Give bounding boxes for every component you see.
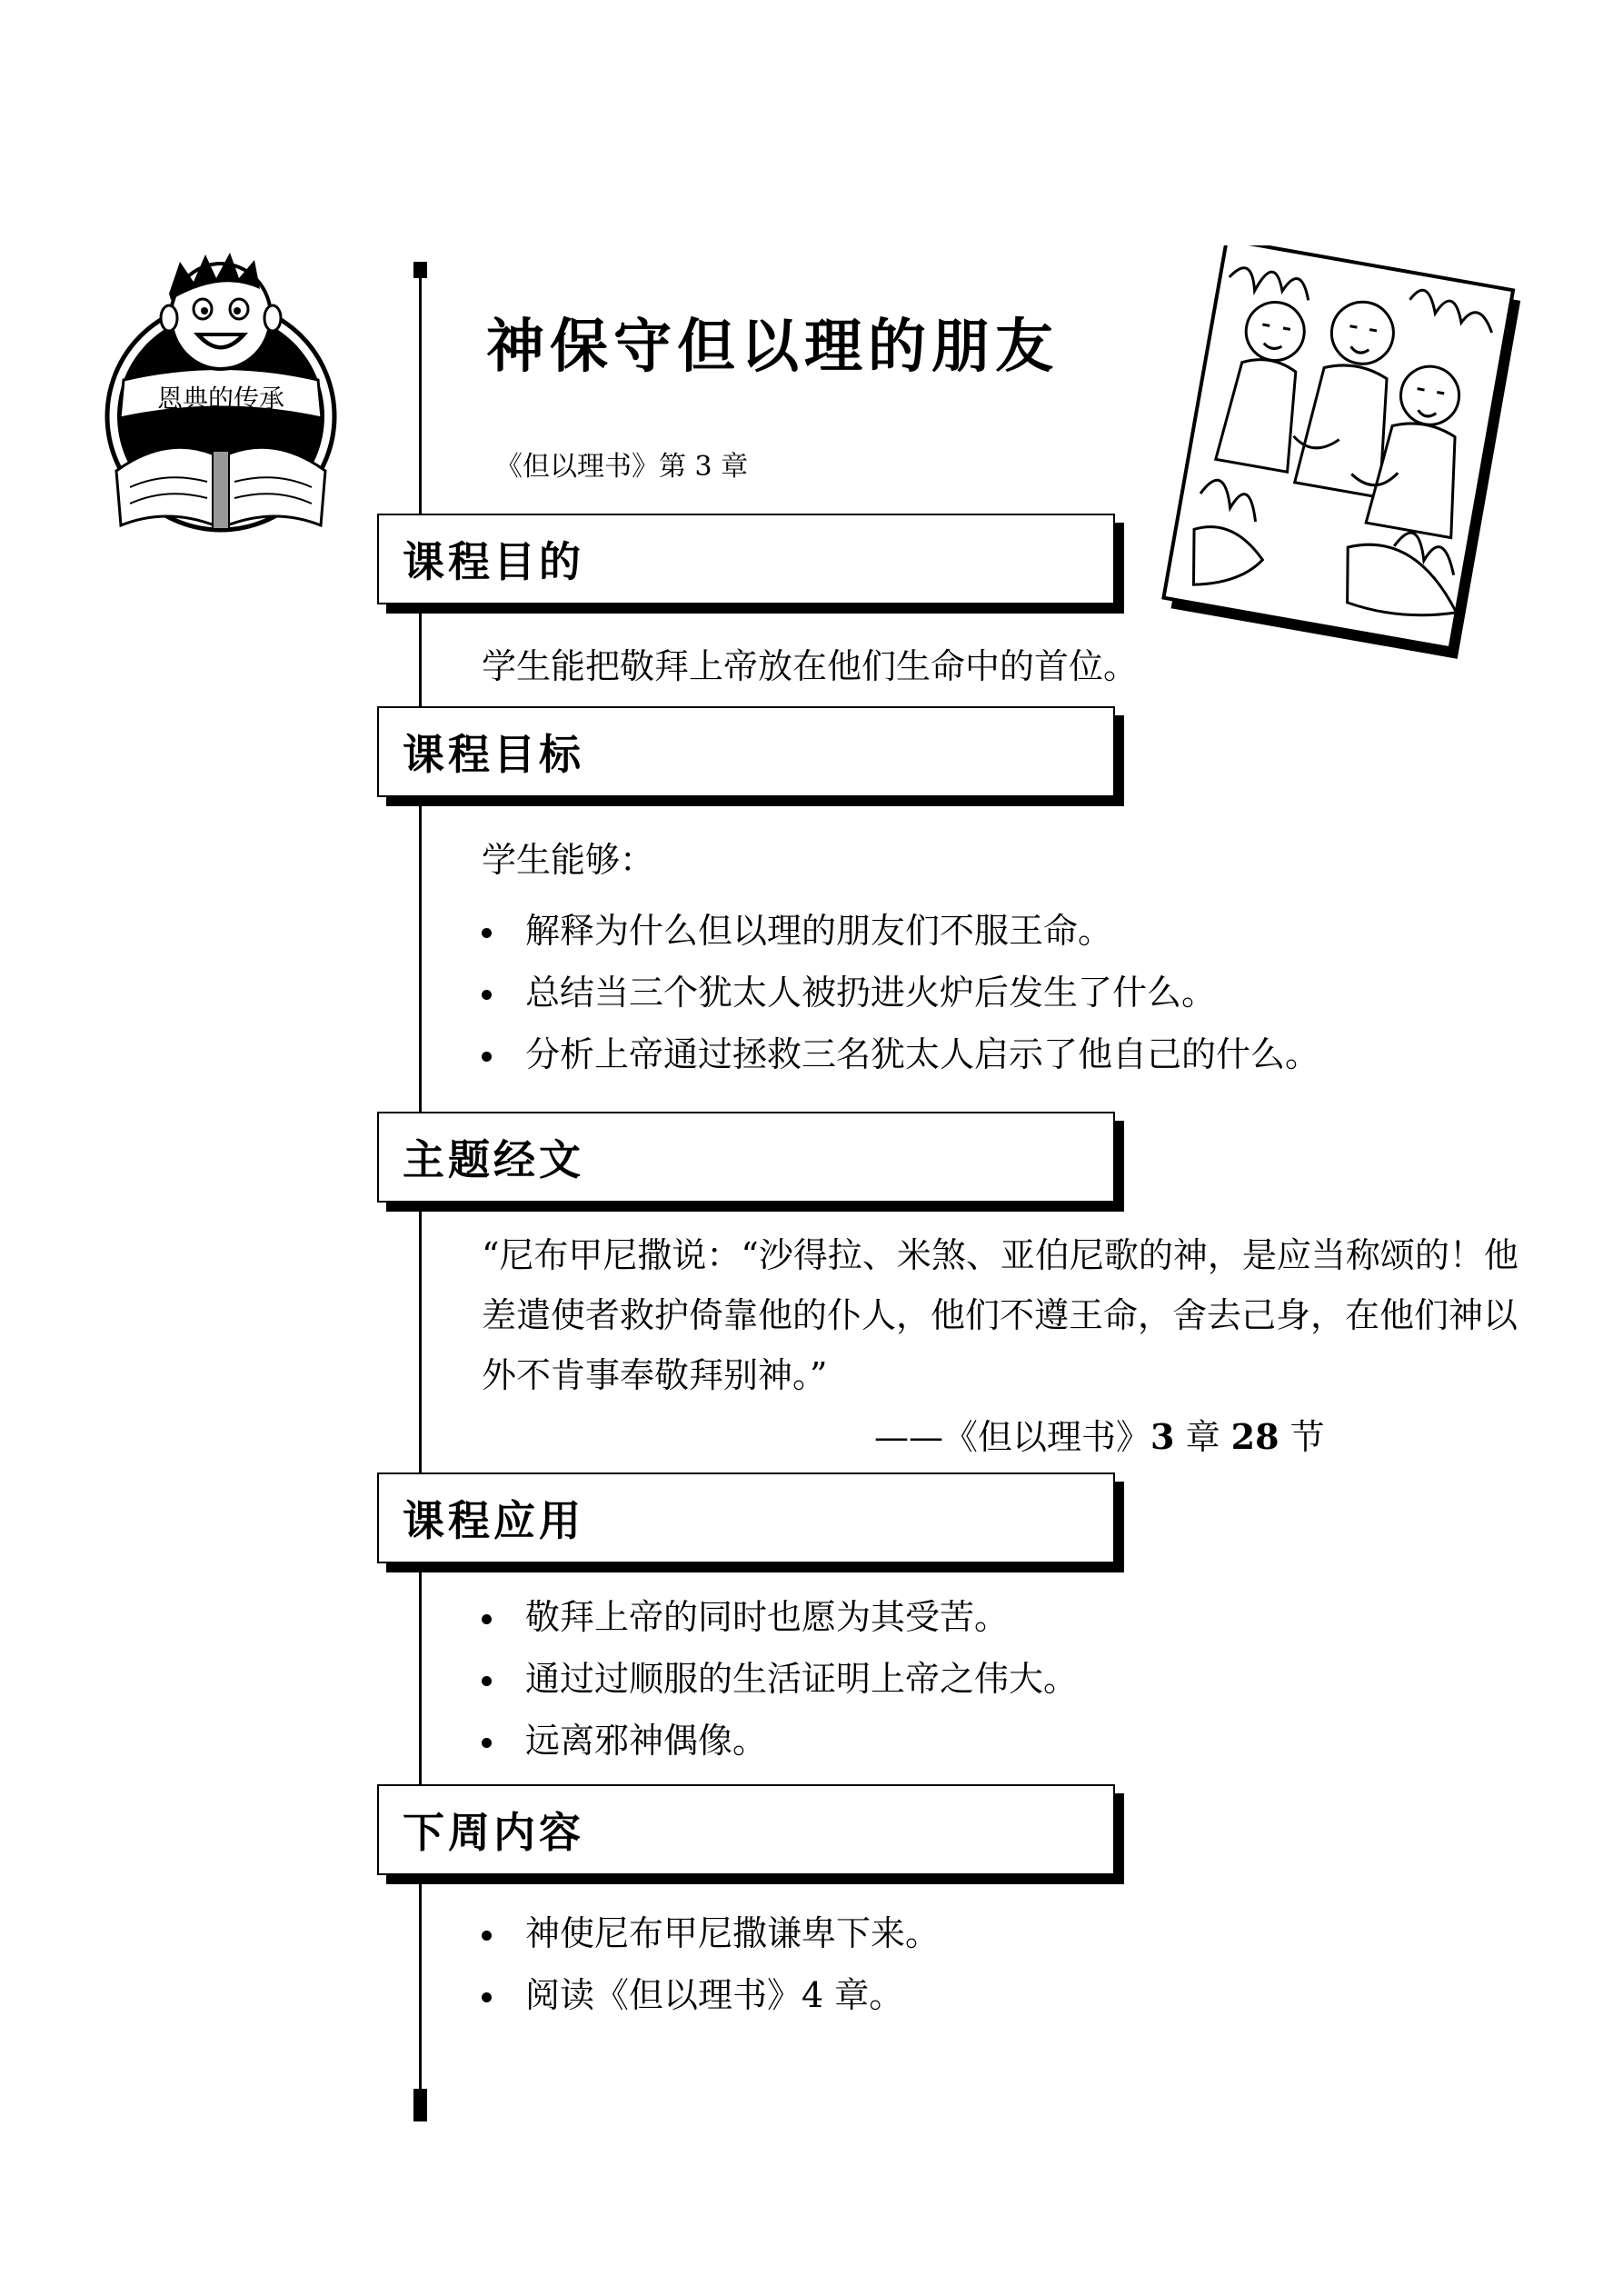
logo-text: 恩典的传承 [156, 384, 285, 414]
objectives-list [482, 900, 1319, 1085]
section-header-next-week [377, 1784, 1115, 1875]
key-verse-text: “尼布甲尼撒说：“沙得拉、米煞、亚伯尼歌的神，是应当称颂的！他差遣使者救护倚靠他的仆人，他们不遵王命，舍去己身，在他们神以外不肯事奉敬拜别神。” [482, 1235, 1518, 1395]
next-week-list [482, 1902, 940, 2026]
reference-verse-label: 节 [1289, 1417, 1325, 1457]
section-header-objectives [377, 706, 1115, 797]
objectives-intro: 学生能够： [482, 840, 655, 880]
logo-graphic [98, 253, 344, 553]
section-header-key-verse [377, 1112, 1115, 1203]
list-item: 通过过顺服的生活证明上帝之伟大。 [482, 1648, 1078, 1710]
list-item: 总结当三个犹太人被扔进火炉后发生了什么。 [482, 962, 1319, 1023]
reference-chapter: 3 [1150, 1416, 1175, 1457]
section-heading: 主题经文 [403, 1135, 584, 1184]
logo [98, 253, 344, 553]
furnace-drawing [1154, 245, 1536, 673]
scripture-reference: 《但以理书》第 3 章 [495, 451, 749, 483]
purpose-text: 学生能把敬拜上帝放在他们生命中的首位。 [482, 646, 1139, 686]
section-header-application [377, 1472, 1115, 1563]
list-item: 远离邪神偶像。 [482, 1710, 1078, 1772]
list-item: 阅读《但以理书》4 章。 [482, 1964, 940, 2026]
list-item: 神使尼布甲尼撒谦卑下来。 [482, 1902, 940, 1964]
list-item: 分析上帝通过拯救三名犹太人启示了他自己的什么。 [482, 1023, 1319, 1085]
reference-verse: 28 [1230, 1416, 1279, 1457]
section-heading: 下周内容 [403, 1808, 584, 1857]
timeline-cap-bottom [413, 2089, 427, 2121]
timeline-cap-top [413, 262, 427, 278]
list-item: 解释为什么但以理的朋友们不服王命。 [482, 900, 1319, 962]
key-verse-reference [874, 1409, 1325, 1459]
section-heading: 课程目的 [403, 537, 584, 586]
section-header-purpose [377, 514, 1115, 604]
reference-chapter-label: 章 [1185, 1417, 1220, 1457]
application-list [482, 1586, 1078, 1772]
section-heading: 课程应用 [403, 1496, 584, 1545]
reference-prefix: ——《但以理书》 [874, 1417, 1151, 1457]
section-heading: 课程目标 [403, 730, 584, 779]
page-title: 神保守但以理的朋友 [486, 314, 1059, 381]
list-item: 敬拜上帝的同时也愿为其受苦。 [482, 1586, 1078, 1648]
illustration-fiery-furnace [1154, 245, 1536, 673]
